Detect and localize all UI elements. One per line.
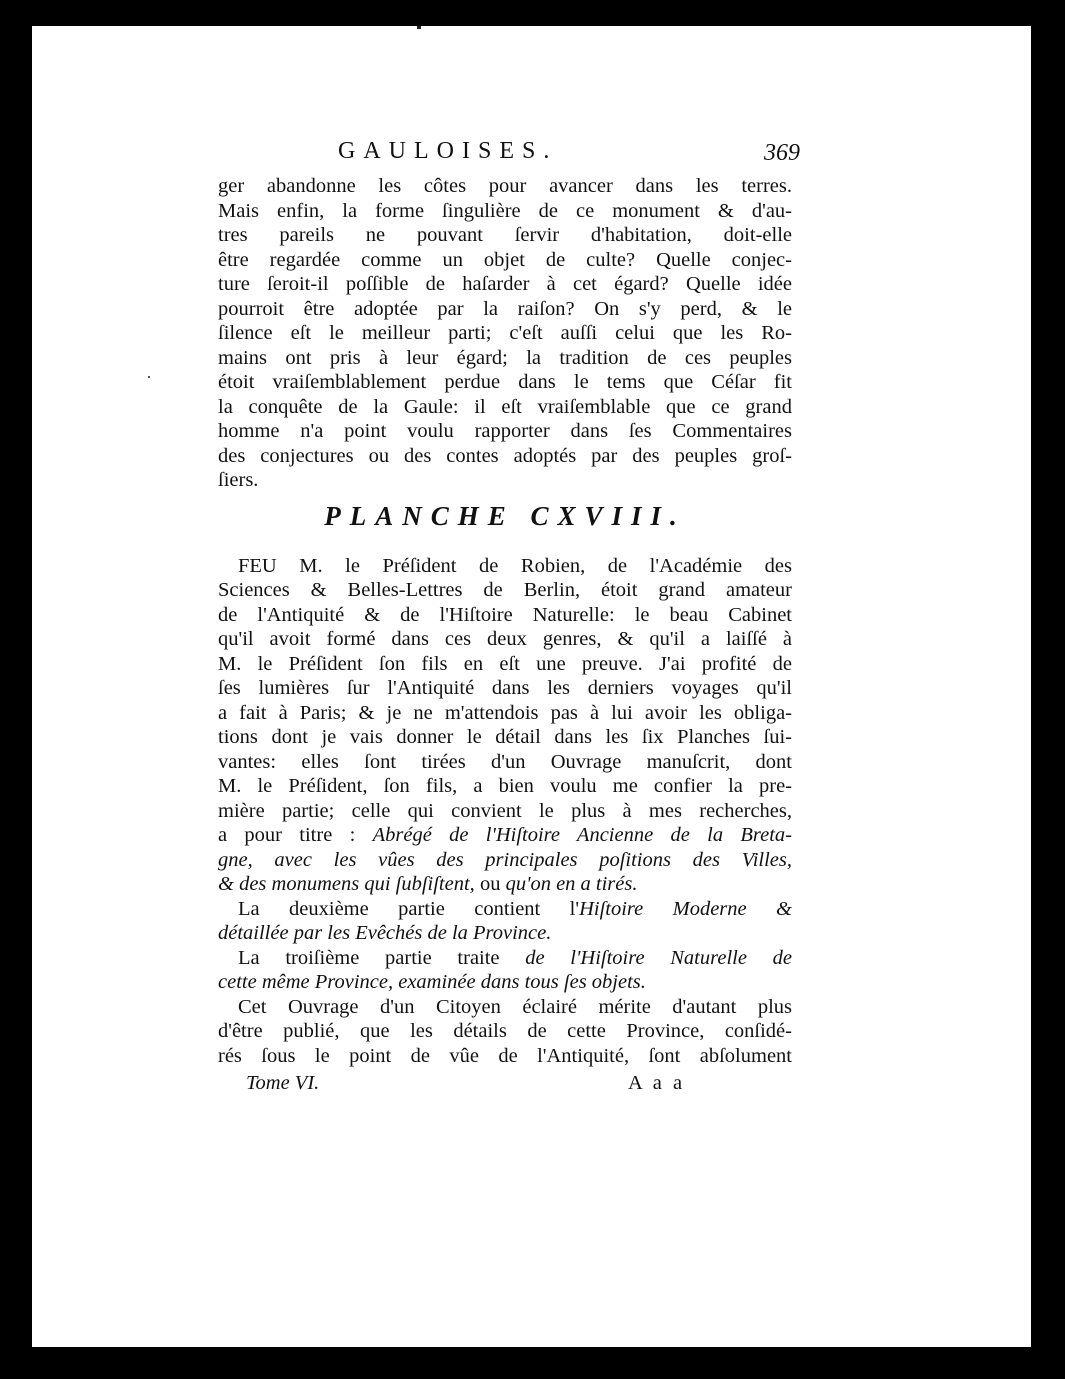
text-block [218, 138, 800, 1098]
text-line [218, 823, 792, 848]
text-line: de l'Antiquité & de l'Hiſtoire Naturelle: le beau Cabinet [218, 603, 792, 626]
text-line: Mais enfin, la forme ſingulière de ce monument & d'au- [218, 199, 792, 222]
paragraph-2 [218, 554, 792, 897]
text-italic: gne, avec les vûes des principales poſitions des Villes, [218, 848, 792, 871]
text-roman: a pour titre : [218, 824, 373, 846]
volume-label: Tome VI. [246, 1072, 320, 1094]
text-line: mains ont pris à leur égard; la tradition de ces peuples [218, 346, 792, 369]
paragraph-4 [218, 946, 792, 995]
paragraph-1 [218, 174, 792, 493]
text-line: être regardée comme un objet de culte? Quelle conjec- [218, 248, 792, 271]
text-line: tions dont je vais donner le détail dans les ſix Planches ſui- [218, 726, 792, 748]
text-line: la conquête de la Gaule: il eſt vraiſemblable que ce grand [218, 395, 792, 418]
margin-speck [148, 376, 150, 378]
text-line: a fait à Paris; & je ne m'attendois pas à lui avoir les obliga- [218, 701, 792, 724]
text-line: ture ſeroit-il poſſible de haſarder à cet égard? Quelle idée [218, 273, 792, 295]
text-roman: La troiſième partie traite [238, 946, 526, 969]
text-line [218, 970, 792, 995]
text-line: mière partie; celle qui convient le plus à mes recherches, [218, 799, 792, 822]
text-line: M. le Préſident, ſon fils, a bien voulu me confier la pre- [218, 775, 792, 797]
text-roman: La deuxième partie contient l' [238, 897, 580, 920]
text-line: étoit vraiſemblablement perdue dans le tems que Céſar fit [218, 371, 792, 393]
text-line: FEU M. le Préſident de Robien, de l'Académie des [238, 554, 792, 577]
text-line: tres pareils ne pouvant ſervir d'habitation, doit-elle [218, 224, 792, 246]
text-line [218, 848, 792, 873]
text-line: vantes: elles ſont tirées d'un Ouvrage manuſcrit, dont [218, 750, 792, 773]
page-footer [218, 1072, 792, 1098]
text-italic: qu'on en a tirés. [505, 873, 638, 895]
text-line [218, 946, 792, 971]
text-line: ger abandonne les côtes pour avancer dans les terres. [218, 175, 792, 197]
text-line: qu'il avoit formé dans ces deux genres, & qu'il a laiſſé à [218, 628, 792, 650]
text-italic: & des monumens qui ſubſiſtent, [218, 873, 475, 895]
text-line: rés ſous le point de vûe de l'Antiquité, ſont abſolument [218, 1044, 792, 1067]
text-line: M. le Préſident ſon fils en eſt une preuve. J'ai profité de [218, 652, 792, 675]
running-head-title: GAULOISES. [338, 138, 558, 164]
ink-mark [417, 26, 421, 29]
text-italic: Hiſtoire Moderne & [579, 897, 792, 920]
text-line: des conjectures ou des contes adoptés par des peuples groſ- [218, 444, 792, 467]
text-line: homme n'a point voulu rapporter dans ſes Commentaires [218, 420, 792, 442]
text-line: ſilence eſt le meilleur parti; c'eſt auſſi celui que les Ro- [218, 322, 792, 344]
text-italic: de l'Hiſtoire Naturelle de [525, 946, 792, 969]
text-line [218, 872, 792, 897]
running-head [218, 138, 800, 174]
page-number: 369 [764, 140, 800, 166]
text-line: Cet Ouvrage d'un Citoyen éclairé mérite d'autant plus [238, 995, 792, 1018]
text-line: ſiers. [218, 469, 259, 491]
paragraph-3 [218, 897, 792, 946]
text-line [218, 897, 792, 922]
paragraph-5 [218, 995, 792, 1069]
text-line [218, 921, 792, 946]
plate-title: PLANCHE CXVIII. [324, 500, 686, 531]
scanned-page [32, 26, 1031, 1347]
text-roman: ou [474, 873, 506, 895]
text-line: pourroit être adoptée par la raiſon? On s'y perd, & le [218, 297, 792, 320]
text-italic: cette même Province, examinée dans tous ſes objets. [218, 971, 646, 993]
text-line: d'être publié, que les détails de cette Province, conſidé- [218, 1020, 792, 1042]
text-line: ſes lumières ſur l'Antiquité dans les derniers voyages qu'il [218, 677, 792, 699]
text-italic: détaillée par les Evêchés de la Province. [218, 922, 552, 944]
signature-mark: A a a [628, 1072, 686, 1094]
text-line: Sciences & Belles-Lettres de Berlin, étoit grand amateur [218, 579, 792, 601]
text-italic: Abrégé de l'Hiſtoire Ancienne de la Breta- [372, 824, 793, 846]
